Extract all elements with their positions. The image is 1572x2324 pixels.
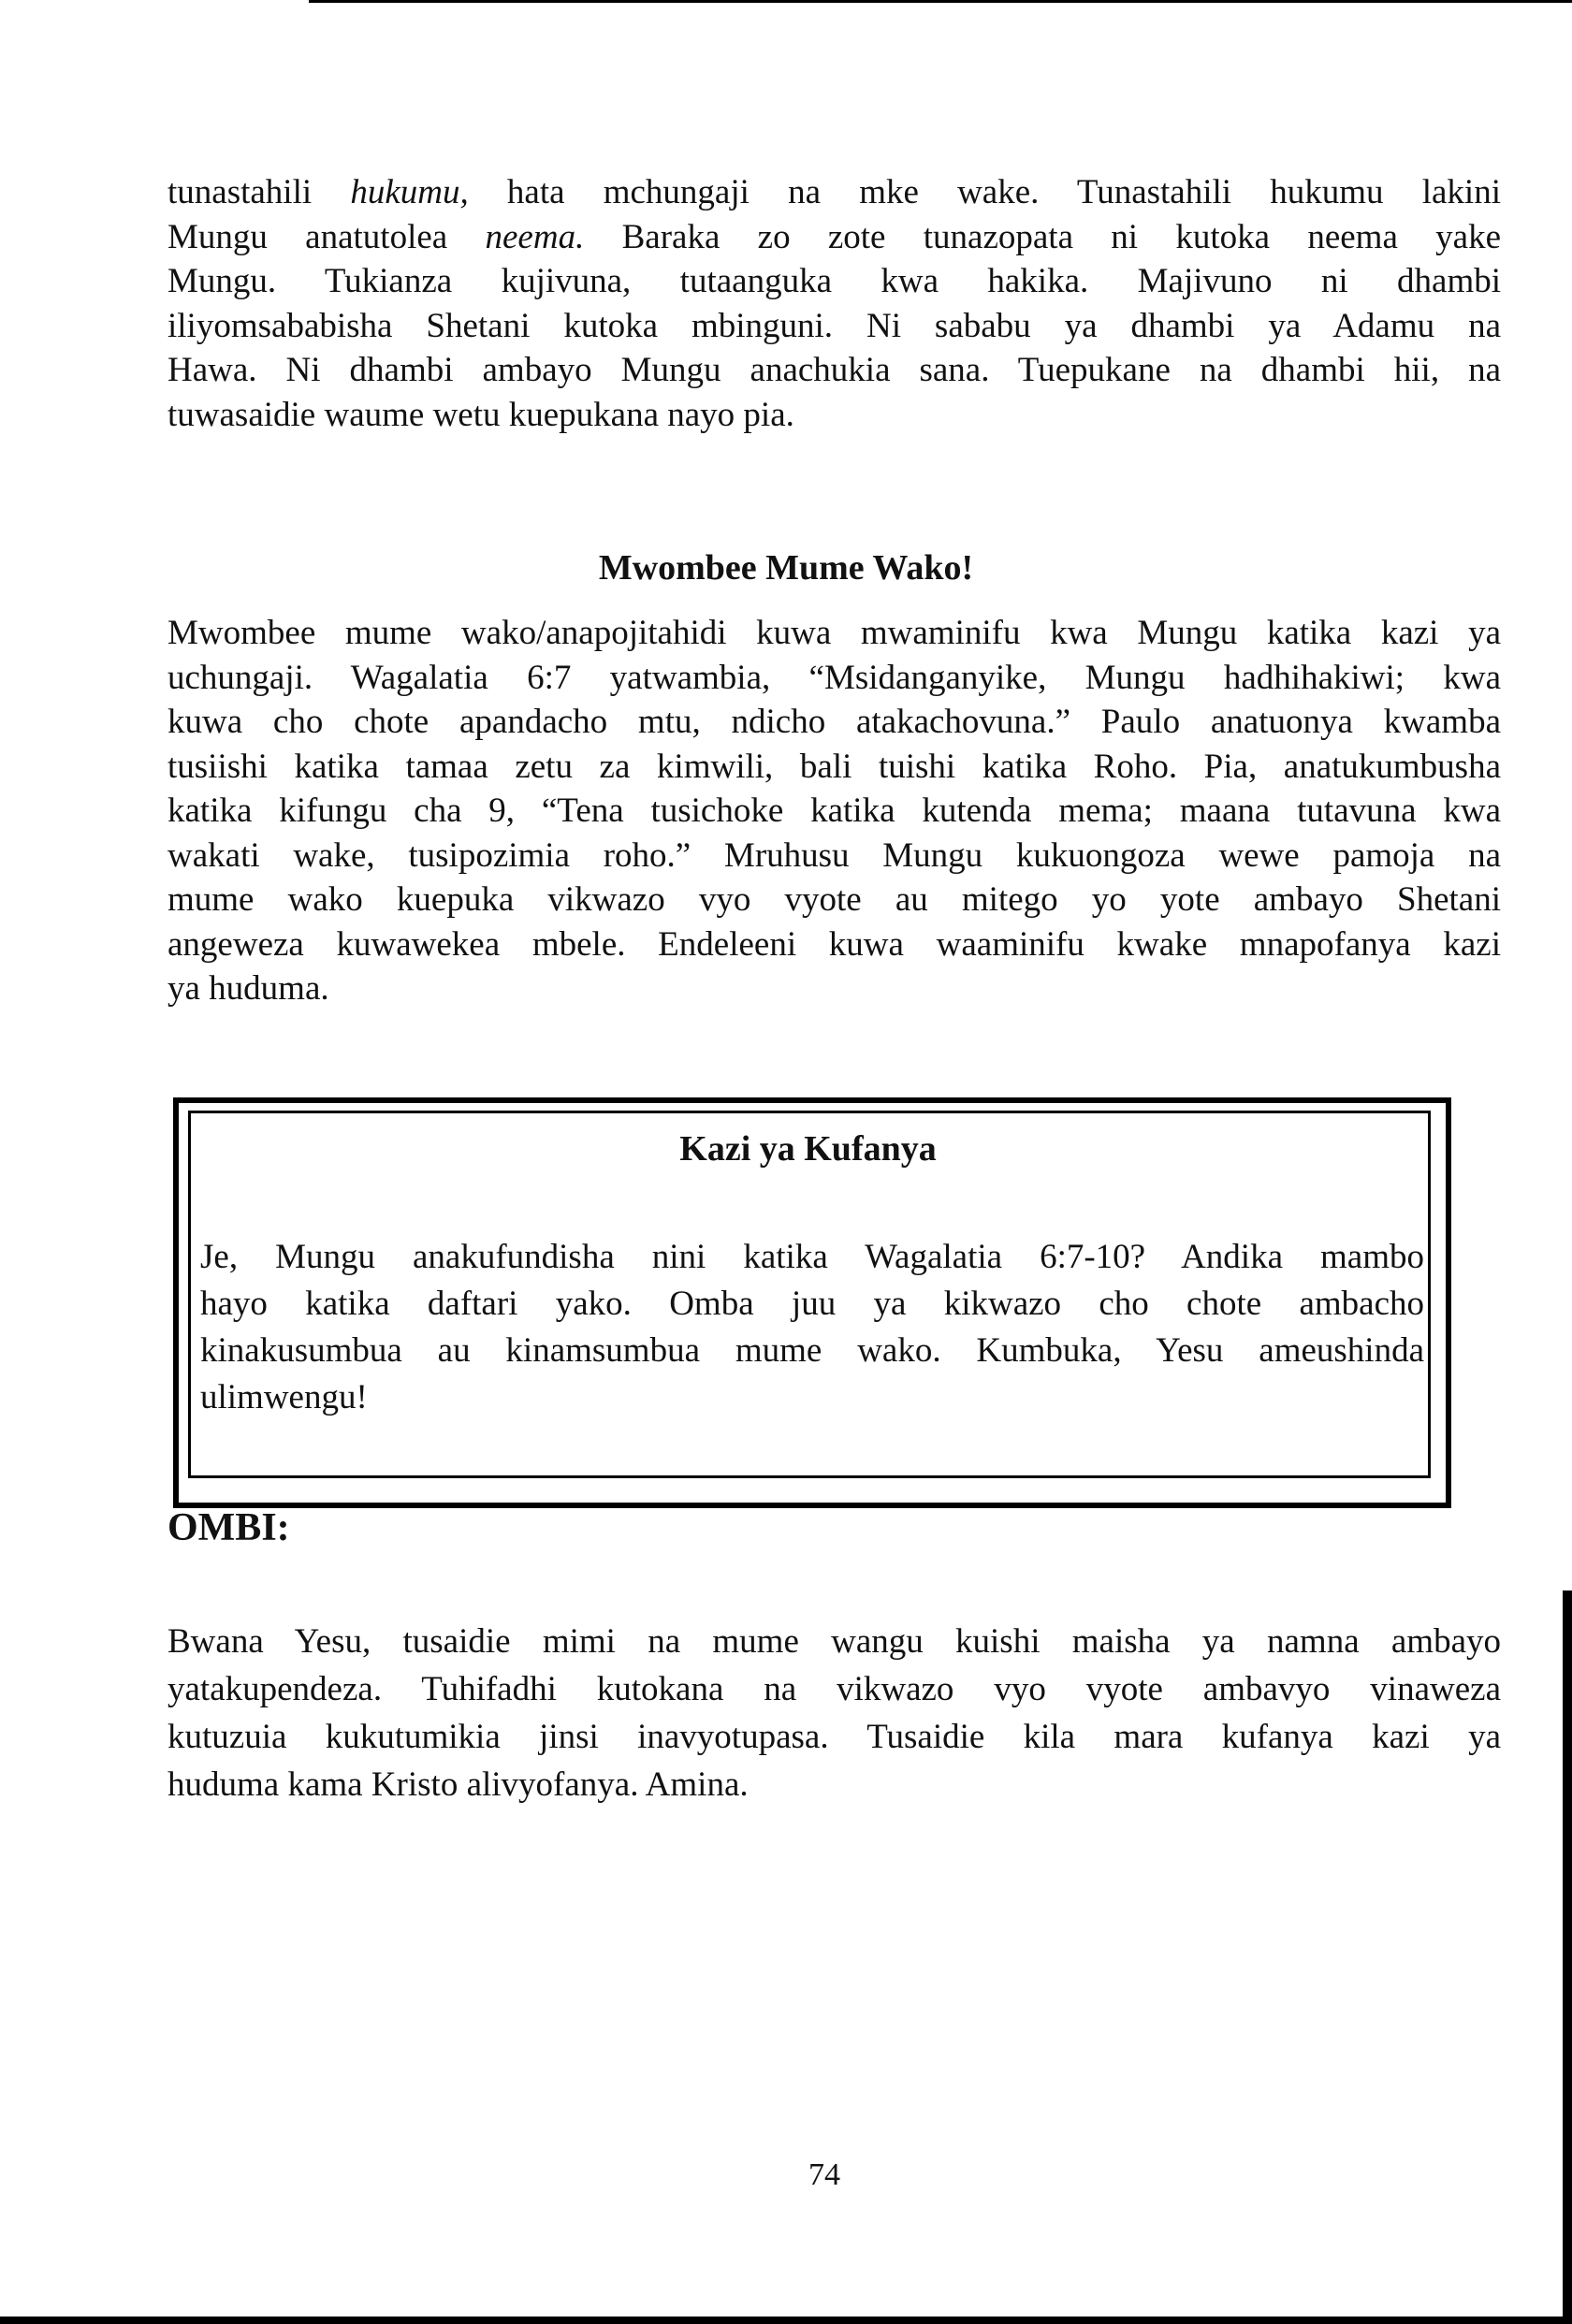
text-line xyxy=(200,1329,1424,1373)
text-line xyxy=(167,612,1501,655)
text-segment: angeweza kuwawekea mbele. Endeleeni kuwa waaminifu kwake mnapofanya kazi xyxy=(167,924,1501,964)
section-heading: Mwombee Mume Wako! xyxy=(598,548,974,588)
text-segment: wakati wake, tusipozimia roho.” Mruhusu Mungu kukuongoza wewe pamoja na xyxy=(167,835,1501,875)
text-line xyxy=(167,835,1501,878)
text-line xyxy=(167,879,1501,922)
prayer-heading: OMBI: xyxy=(167,1506,290,1549)
page-number: 74 xyxy=(808,2157,840,2192)
text-segment: Hawa. Ni dhambi ambayo Mungu anachukia sana. Tuepukane na dhambi hii, na xyxy=(167,351,1501,389)
text-segment: Mungu. Tukianza kujivuna, tutaanguka kwa hakika. Majivuno ni dhambi xyxy=(167,262,1501,300)
text-segment: mume wako kuepuka vikwazo vyo vyote au mitego yo yote ambayo Shetani xyxy=(167,880,1501,919)
italic-term: neema. xyxy=(485,217,585,256)
text-line xyxy=(167,790,1501,833)
text-segment: ya huduma. xyxy=(167,969,329,1008)
text-segment: kinakusumbua au kinamsumbua mume wako. Kumbuka, Yesu ameushinda xyxy=(200,1331,1424,1370)
text-segment: Mwombee mume wako/anapojitahidi kuwa mwaminifu kwa Mungu katika kazi ya xyxy=(167,614,1501,652)
text-segment: tusiishi katika tamaa zetu za kimwili, bali tuishi katika Roho. Pia, anatukumbusha xyxy=(167,747,1501,786)
text-line xyxy=(167,923,1501,966)
text-line xyxy=(200,1376,1424,1419)
text-segment: ulimwengu! xyxy=(200,1378,368,1416)
task-box-title: Kazi ya Kufanya xyxy=(679,1129,937,1169)
text-line xyxy=(167,216,1501,259)
text-line xyxy=(167,1668,1501,1711)
text-line xyxy=(200,1283,1424,1326)
text-segment: katika kifungu cha 9, “Tena tusichoke katika kutenda mema; maana tutavuna kwa xyxy=(167,792,1501,830)
text-segment: Baraka zo zote tunazopata ni kutoka neema yake xyxy=(584,217,1502,256)
text-line xyxy=(167,1716,1501,1759)
text-segment: iliyomsababisha Shetani kutoka mbinguni. Ni sababu ya dhambi ya Adamu na xyxy=(167,306,1501,345)
text-line xyxy=(167,349,1501,392)
text-line xyxy=(167,394,1501,437)
text-line xyxy=(167,1764,1501,1807)
text-segment: Bwana Yesu, tusaidie mimi na mume wangu kuishi maisha ya namna ambayo xyxy=(167,1622,1501,1661)
text-line xyxy=(167,1620,1501,1663)
text-segment: huduma kama Kristo alivyofanya. Amina. xyxy=(167,1765,749,1804)
text-line xyxy=(167,305,1501,348)
text-segment: hayo katika daftari yako. Omba juu ya kikwazo cho chote ambacho xyxy=(200,1285,1424,1323)
text-segment: kuwa cho chote apandacho mtu, ndicho atakachovuna.” Paulo anatuonya kwamba xyxy=(167,703,1501,741)
text-segment: tuwasaidie waume wetu kuepukana nayo pia. xyxy=(167,395,794,434)
text-line xyxy=(167,746,1501,789)
italic-term: hukumu, xyxy=(350,173,469,211)
text-line xyxy=(167,260,1501,303)
text-segment: tunastahili xyxy=(167,173,351,211)
scan-edge-bottom xyxy=(0,2317,1572,2324)
text-line xyxy=(167,171,1501,214)
text-line xyxy=(200,1236,1424,1279)
text-line xyxy=(167,967,1501,1010)
text-segment: kutuzuia kukutumikia jinsi inavyotupasa. Tusaidie kila mara kufanya kazi ya xyxy=(167,1718,1501,1756)
text-segment: yatakupendeza. Tuhifadhi kutokana na vikwazo vyo vyote ambavyo vinaweza xyxy=(167,1670,1501,1708)
text-segment: uchungaji. Wagalatia 6:7 yatwambia, “Msidanganyike, Mungu hadhihakiwi; kwa xyxy=(167,658,1501,697)
text-line xyxy=(167,657,1501,700)
text-line xyxy=(167,701,1501,744)
text-segment: Je, Mungu anakufundisha nini katika Wagalatia 6:7-10? Andika mambo xyxy=(200,1238,1424,1276)
text-segment: Mungu anatutolea xyxy=(167,217,486,256)
text-segment: hata mchungaji na mke wake. Tunastahili hukumu lakini xyxy=(468,173,1501,211)
scan-edge-top xyxy=(309,0,1572,3)
scan-edge-right xyxy=(1563,1590,1572,2324)
